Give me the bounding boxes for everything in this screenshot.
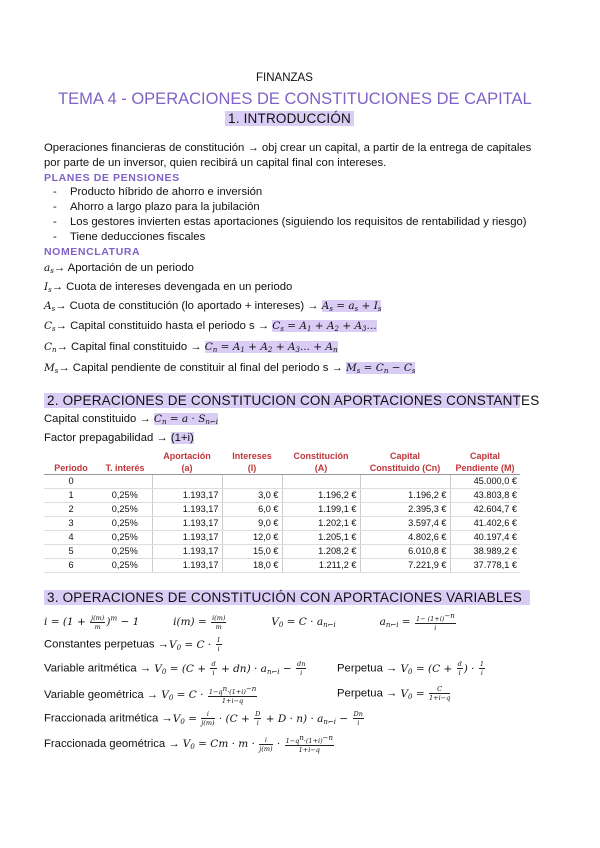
capital-constituido-line: Capital constituido → $C_n = a \cdot S_{n⌐i}$ (44, 413, 219, 426)
intro-line-2: por parte de un inversor, quien recibirá un capital final con intereses. (44, 157, 387, 169)
fraccionada-geometrica: Fraccionada geométrica → $V_0 = Cm \cdot m$ · $\frac{i}{j(m)}$ · $\frac{1-q^n\cdot(1+i)^{-n}}{1+i-q}$ (44, 734, 334, 755)
table-cell: 45.000,0 € (450, 475, 520, 489)
table-cell (360, 475, 450, 489)
table-cell: 5 (44, 545, 98, 559)
table-row (44, 489, 520, 503)
table-cell (152, 475, 222, 489)
col-header: Capital Constituido (Cn) (360, 450, 450, 475)
table-cell: 18,0 € (222, 559, 282, 573)
table-cell: 37.778,1 € (450, 559, 520, 573)
col-header: Intereses (I) (222, 450, 282, 475)
table-row (44, 531, 520, 545)
table-row (44, 545, 520, 559)
formula-Cn: $C_n = A_1 + A_2 + A_3$... + $A_n$ (204, 341, 338, 354)
table-header (44, 450, 520, 475)
table-cell: 1.205,1 € (282, 531, 360, 545)
factor-value: (1+i) (170, 432, 194, 444)
intro-line-1: Operaciones financieras de constitución → obj crear un capital, a partir de la entrega de capitales (44, 142, 532, 154)
table-cell: 1.202,1 € (282, 517, 360, 531)
table-row (44, 503, 520, 517)
variable-aritmetica: Variable aritmética → $V_0 = (C$ + $\frac{d}{i}$ + $dn) \cdot a_{n⌐i}$ − $\frac{dn}{i}$ (44, 660, 306, 677)
table-cell: 1.193,17 (152, 531, 222, 545)
table-cell: 4 (44, 531, 98, 545)
table-cell: 0,25% (98, 545, 152, 559)
section-heading-2: 2. OPERACIONES DE CONSTITUCION CON APORTACIONES CONSTANTES (44, 393, 520, 408)
nomen-Ms: $M_s\to$ Capital pendiente de constituir al final del periodo $s \to M_s = C_n - C_s$ (44, 362, 416, 375)
table-cell (222, 475, 282, 489)
table-cell: 0 (44, 475, 98, 489)
formula-Ms: $M_s = C_n - C_s$ (345, 362, 416, 375)
nomen-is: $I_s\to$ Cuota de intereses devengada en un periodo (44, 281, 293, 294)
table-cell: 3 (44, 517, 98, 531)
list-item: - Tiene deducciones fiscales (44, 230, 527, 245)
page-title: TEMA 4 - OPERACIONES DE CONSTITUCIONES DE CAPITAL (58, 90, 532, 108)
col-header: T. interés (98, 450, 152, 475)
table-cell: 1.208,2 € (282, 545, 360, 559)
col-header: Capital Pendiente (M) (450, 450, 520, 475)
formula-i: i = (1 + $\frac{j(m)}{m}$ )$^m$ − 1 (44, 613, 140, 631)
table-cell: 0,25% (98, 559, 152, 573)
table-cell: 15,0 € (222, 545, 282, 559)
constantes-perpetuas: Constantes perpetuas $\to V_0 = C$ · $\frac{1}{i}$ (44, 636, 221, 653)
formula-V0: $V_0 = C \cdot a_{n⌐i}$ (271, 616, 336, 630)
table-row (44, 517, 520, 531)
table-cell: 9,0 € (222, 517, 282, 531)
subject-label: FINANZAS (256, 72, 313, 84)
table-cell: 1.193,17 (152, 545, 222, 559)
table-cell: 3.597,4 € (360, 517, 450, 531)
table-cell: 0,25% (98, 503, 152, 517)
section-heading-1: 1. INTRODUCCIÓN (225, 111, 354, 126)
table-cell (98, 475, 152, 489)
formula-a: $a_{n⌐i}$ = $\frac{1- (1+i)^{-n}}{i}$ (379, 612, 455, 633)
table-cell: 0,25% (98, 517, 152, 531)
formula-Cs: $C_s = A_1 + A_2 + A_3$... (272, 320, 377, 333)
table-row (44, 559, 520, 573)
table-cell: 2 (44, 503, 98, 517)
table-cell: 1.211,2 € (282, 559, 360, 573)
planes-heading: PLANES DE PENSIONES (44, 172, 180, 184)
table-cell: 1.193,17 (152, 559, 222, 573)
table-cell: 1.193,17 (152, 489, 222, 503)
table-cell: 6,0 € (222, 503, 282, 517)
col-header: Constitución (A) (282, 450, 360, 475)
constitucion-table (44, 450, 520, 573)
formula-As: $A_s = a_s + I_s$ (321, 300, 382, 313)
formula-row-1 (44, 612, 457, 632)
table-cell: 0,25% (98, 489, 152, 503)
table-cell: 43.803,8 € (450, 489, 520, 503)
list-item: - Ahorro a largo plazo para la jubilación (44, 200, 527, 215)
table-cell: 3,0 € (222, 489, 282, 503)
table-cell: 1.196,2 € (282, 489, 360, 503)
table-cell: 1.196,2 € (360, 489, 450, 503)
formula-cap: $C_n = a \cdot S_{n⌐i}$ (153, 413, 219, 426)
nomen-As: $A_s\to$ Cuota de constitución (lo aportado + intereses) → $A_s = a_s + I_s$ (44, 300, 382, 313)
table-cell: 41.402,6 € (450, 517, 520, 531)
table-cell: 40.197,4 € (450, 531, 520, 545)
table-cell: 4.802,6 € (360, 531, 450, 545)
list-item: - Los gestores invierten estas aportaciones (siguiendo los requisitos de rentabilidad y riesgo) (44, 215, 527, 230)
nomen-as: $a_s\to$ Aportación de un periodo (44, 262, 194, 275)
planes-list (44, 185, 527, 245)
table-cell: 1.193,17 (152, 503, 222, 517)
table-cell: 38.989,2 € (450, 545, 520, 559)
table-row (44, 475, 520, 489)
nomen-Cn: $C_n\to$ Capital final constituido → $C_n = A_1 + A_2 + A_3$... + $A_n$ (44, 341, 338, 354)
table-cell: 1.193,17 (152, 517, 222, 531)
variable-geometrica: Variable geométrica → $V_0 = C$ · $\frac{1-q^n\cdot(1+i)^{-n}}{1+i-q}$ (44, 685, 257, 706)
table-cell: 1 (44, 489, 98, 503)
factor-line: Factor prepagabilidad → (1+i) (44, 432, 194, 444)
perpetua-aritmetica: Perpetua → $V_0 = (C$ + $\frac{d}{i}$ ) · $\frac{1}{i}$ (337, 660, 484, 677)
table-cell: 6.010,8 € (360, 545, 450, 559)
col-header: Periodo (44, 450, 98, 475)
table-cell: 1.199,1 € (282, 503, 360, 517)
table-cell: 2.395,3 € (360, 503, 450, 517)
nomen-Cs: $C_s\to$ Capital constituido hasta el periodo $s \to C_s = A_1 + A_2 + A_3$... (44, 320, 377, 333)
section-heading-3: 3. OPERACIONES DE CONSTITUCIÓN CON APORTACIONES VARIABLES (44, 590, 530, 605)
perpetua-geometrica: Perpetua → $V_0$ = $\frac{C}{1+i-q}$ (337, 685, 451, 702)
table-cell: 42.604,7 € (450, 503, 520, 517)
col-header: Aportación (a) (152, 450, 222, 475)
table-cell: 12,0 € (222, 531, 282, 545)
fraccionada-aritmetica: Fraccionada aritmética $\to V_0$ = $\frac{i}{j(m)}$ · (C + $\frac{D}{i}$ + $D \cdot n) \cdot a_{n⌐i}$ − $\frac{Dn}{i}$ (44, 710, 363, 727)
list-item: - Producto híbrido de ahorro e inversión (44, 185, 527, 200)
nomenclatura-heading: NOMENCLATURA (44, 246, 141, 258)
table-cell (282, 475, 360, 489)
table-cell: 6 (44, 559, 98, 573)
formula-im: i(m) = $\frac{i(m)}{m}$ (173, 613, 226, 631)
table-cell: 0,25% (98, 531, 152, 545)
table-cell: 7.221,9 € (360, 559, 450, 573)
